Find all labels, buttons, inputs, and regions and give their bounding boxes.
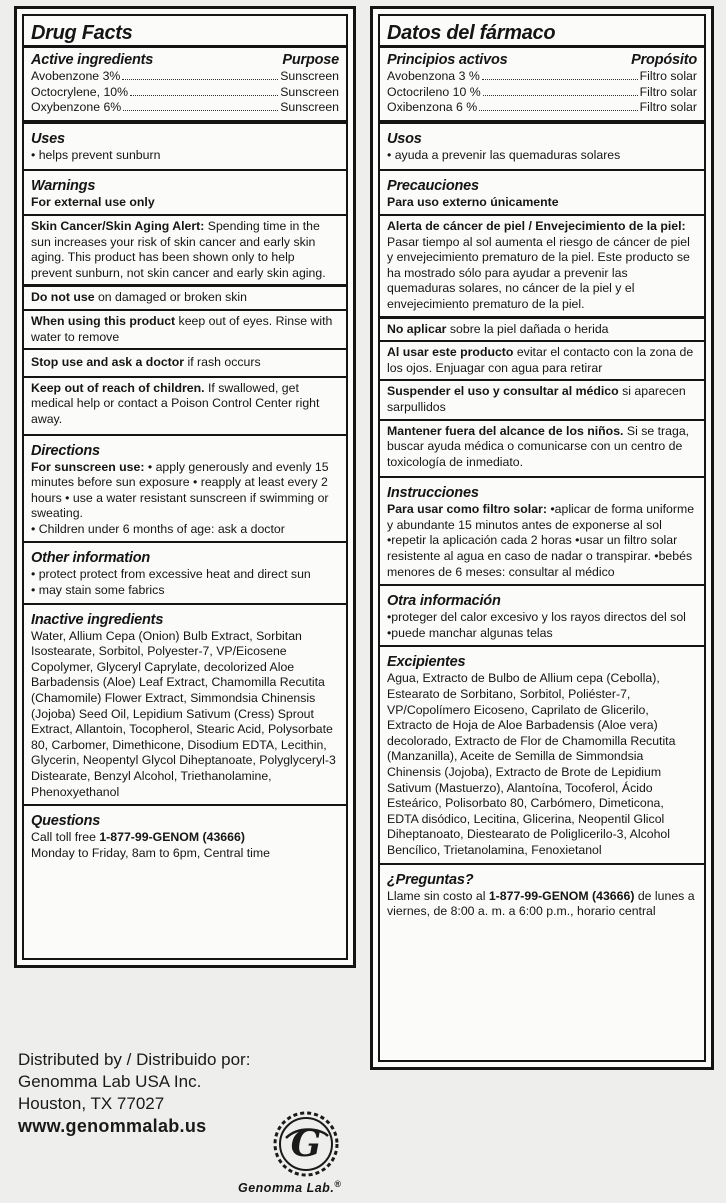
inactive-ingredients-text: Agua, Extracto de Bulbo de Allium cepa (Cebolla), Estearato de Sorbitano, Sorbitol, Poliéster-7, VP/Copolímero Eicoseno, Caprilato de Glicerilo, Extracto de Hoja de Aloe Barbadensis (Aloe vera) decolorado, Extracto de Flor de Chamomilla Recutita (Manzanilla), Aceite de Semilla de Simmondsia Chinensis (Jojoba), Extracto de Brote de Lepidium Sativum (Mastuerzo), Alantoína, Tocoferol, Ácido Esteárico, Polisorbato 80, Carbómero, Dimeticona, EDTA disódico, Lecitina, Glicerina, Neopentil Glicol Diheptanoato, Diestearato de Poliglicerilo-3, Alcohol Bencílico, Trietanolamina, Fenoxietanol bbox=[387, 671, 676, 857]
other-information-heading: Otra información bbox=[387, 593, 501, 610]
other-information-item: • protect protect from excessive heat and direct sun bbox=[31, 567, 311, 582]
uses-section bbox=[380, 124, 704, 172]
stop-use-text: if rash occurs bbox=[184, 355, 261, 370]
divider bbox=[380, 214, 704, 216]
directions-label: Para usar como filtro solar: bbox=[387, 502, 547, 517]
active-ingredient-name: Octocrileno 10 % bbox=[387, 84, 481, 99]
drug-facts-title: Datos del fármaco bbox=[387, 22, 556, 44]
skin-alert-text: Pasar tiempo al sol aumenta el riesgo de cáncer de piel y envejecimiento prematuro de la piel. Este producto se ha mostrado sólo para ayudar a prevenir las quemaduras solares, no cáncer de la piel y el envejecimiento prematuro de la piel. bbox=[387, 234, 690, 311]
dot-leader bbox=[130, 95, 278, 96]
stop-use bbox=[31, 353, 339, 373]
active-ingredients-section bbox=[24, 45, 346, 124]
external-use-text: For external use only bbox=[31, 195, 155, 210]
active-ingredient-purpose: Filtro solar bbox=[639, 69, 697, 83]
purpose-heading: Purpose bbox=[282, 52, 339, 68]
skin-alert-label: Skin Cancer/Skin Aging Alert: bbox=[31, 218, 205, 233]
when-using-label: Al usar este producto bbox=[387, 345, 514, 360]
directions-body: •aplicar de forma uniforme y abundante 15 minutos antes de exponerse al sol •repetir la aplicación cada 2 horas •usar un filtro solar resistente al agua en caso de nadar o transpirar. •bebés menores de 6 meses: consultar al médico bbox=[387, 502, 695, 579]
directions-section bbox=[24, 436, 346, 544]
do-not-use-label: No aplicar bbox=[387, 321, 447, 336]
divider bbox=[24, 348, 346, 350]
active-ingredient-row bbox=[387, 69, 697, 85]
directions-section bbox=[380, 478, 704, 586]
active-ingredients-heading: Active ingredients bbox=[31, 52, 154, 68]
when-using bbox=[387, 345, 697, 376]
divider bbox=[24, 309, 346, 311]
questions-prefix: Llame sin costo al bbox=[387, 888, 489, 903]
skin-alert-label: Alerta de cáncer de piel / Envejecimiento de la piel: bbox=[387, 218, 686, 233]
dot-leader bbox=[483, 95, 638, 96]
active-ingredient-name: Oxybenzone 6% bbox=[31, 100, 122, 115]
questions-section bbox=[380, 865, 704, 924]
keep-out-label: Keep out of reach of children. bbox=[31, 380, 205, 395]
do-not-use-text: on damaged or broken skin bbox=[94, 290, 247, 305]
stop-use bbox=[387, 384, 697, 415]
other-information-item: • may stain some fabrics bbox=[31, 583, 165, 598]
active-ingredient-name: Avobenzone 3% bbox=[31, 69, 121, 83]
active-ingredient-row bbox=[31, 69, 339, 85]
dot-leader bbox=[479, 110, 637, 111]
questions-text bbox=[31, 830, 339, 846]
divider bbox=[380, 340, 704, 342]
when-using-text: keep out of eyes. Rinse with water to remove bbox=[31, 313, 333, 344]
uses-text: • ayuda a prevenir las quemaduras solares bbox=[387, 147, 621, 162]
stop-use-label: Suspender el uso y consultar al médico bbox=[387, 384, 619, 399]
other-information-heading: Other information bbox=[31, 550, 151, 567]
active-ingredients-header bbox=[387, 51, 697, 69]
website-link[interactable]: www.genommalab.us bbox=[18, 1116, 207, 1136]
inactive-ingredients-heading: Excipientes bbox=[387, 654, 466, 671]
active-ingredient-row bbox=[387, 85, 697, 101]
uses-section bbox=[24, 124, 346, 172]
warnings-heading: Warnings bbox=[31, 178, 96, 195]
divider bbox=[24, 214, 346, 216]
directions-text bbox=[387, 502, 697, 580]
inactive-ingredients-heading: Inactive ingredients bbox=[31, 611, 164, 628]
active-ingredients-section bbox=[380, 45, 704, 124]
inactive-ingredients-section bbox=[380, 647, 704, 864]
logo-text bbox=[238, 1179, 341, 1195]
warnings-section bbox=[24, 171, 346, 435]
drug-facts-title-section bbox=[24, 16, 346, 45]
do-not-use bbox=[31, 290, 339, 306]
divider bbox=[380, 379, 704, 381]
skin-cancer-alert bbox=[31, 219, 339, 281]
questions-text bbox=[387, 889, 697, 920]
questions-hours: de lunes a viernes, de 8:00 a. m. a 6:00 p.m., horario central bbox=[387, 888, 695, 919]
purpose-heading: Propósito bbox=[631, 52, 697, 68]
drug-facts-panel-spanish bbox=[370, 6, 714, 1070]
distributed-by-label: Distributed by / Distribuido por: bbox=[18, 1050, 251, 1069]
directions-text bbox=[31, 460, 339, 522]
drug-facts-panel-english bbox=[14, 6, 356, 968]
directions-label: For sunscreen use: bbox=[31, 459, 145, 474]
other-information-text: •proteger del calor excesivo y los rayos directos del sol •puede manchar algunas telas bbox=[387, 610, 686, 640]
active-ingredient-name: Avobenzona 3 % bbox=[387, 69, 480, 83]
when-using bbox=[31, 314, 339, 345]
drug-facts-title-section bbox=[380, 16, 704, 45]
keep-out-of-reach bbox=[387, 424, 697, 473]
external-use-text: Para uso externo únicamente bbox=[387, 195, 559, 210]
registered-mark: ® bbox=[334, 1179, 342, 1189]
uses-text: • helps prevent sunburn bbox=[31, 147, 161, 162]
dot-leader bbox=[123, 110, 278, 111]
when-using-label: When using this product bbox=[31, 313, 176, 328]
divider bbox=[24, 284, 346, 287]
divider bbox=[380, 419, 704, 421]
active-ingredient-purpose: Sunscreen bbox=[280, 69, 339, 83]
keep-out-label: Mantener fuera del alcance de los niños. bbox=[387, 423, 624, 438]
drug-facts-box bbox=[22, 14, 348, 960]
active-ingredient-row bbox=[31, 100, 339, 116]
when-using-text: evitar el contacto con la zona de los ojos. Enjuagar con agua para retirar bbox=[387, 345, 694, 375]
directions-children: • Children under 6 months of age: ask a doctor bbox=[31, 521, 285, 536]
warnings-section bbox=[380, 171, 704, 478]
do-not-use-text: sobre la piel dañada o herida bbox=[446, 321, 609, 336]
phone-number: 1-877-99-GENOM (43666) bbox=[488, 888, 635, 903]
questions-heading: Questions bbox=[31, 813, 101, 830]
questions-section bbox=[24, 806, 346, 865]
questions-hours: Monday to Friday, 8am to 6pm, Central time bbox=[31, 845, 270, 860]
company-name: Genomma Lab USA Inc. bbox=[18, 1072, 202, 1091]
inactive-ingredients-text: Water, Allium Cepa (Onion) Bulb Extract, Sorbitan Isostearate, Sorbitol, Polyester-7, VP/Eicosene Copolymer, Glyceryl Caprylate, decolorized Aloe Barbadensis (Aloe) Leaf Extract, Chamomilla Recutita (Chamomile) Flower Extract, Simmondsia Chinensis (Jojoba) Seed Oil, Lepidium Sativum (Cress) Sprout Extract, Allantoin, Tocopherol, Stearic Acid, Polysorbate 80, Carbomer, Dimethicone, Disodium EDTA, Lecithin, Glycerin, Neopentyl Glycol Diheptanoate, Polyglyceryl-3 Distearate, Benzyl Alcohol, Triethanolamine, Phenoxyethanol bbox=[31, 628, 336, 799]
active-ingredient-name: Octocrylene, 10% bbox=[31, 84, 129, 99]
dot-leader bbox=[122, 79, 278, 80]
do-not-use bbox=[387, 322, 697, 338]
directions-body: • apply generously and evenly 15 minutes before sun exposure • reapply at least every 2 hours • use a water resistant sunscreen if swimming or sweating. bbox=[31, 459, 329, 521]
active-ingredients-header bbox=[31, 51, 339, 69]
active-ingredient-name: Oxibenzona 6 % bbox=[387, 100, 478, 115]
uses-heading: Usos bbox=[387, 130, 422, 147]
stop-use-text: si aparecen sarpullidos bbox=[387, 384, 686, 414]
keep-out-text: Si se traga, buscar ayuda médica o comunicarse con un centro de toxicología de inmediato. bbox=[387, 423, 690, 469]
keep-out-text: If swallowed, get medical help or contact a Poison Control Center right away. bbox=[31, 380, 320, 426]
directions-heading: Instrucciones bbox=[387, 485, 479, 502]
logo-name: Genomma Lab. bbox=[238, 1181, 335, 1196]
active-ingredient-row bbox=[31, 85, 339, 101]
active-ingredient-purpose: Filtro solar bbox=[639, 84, 697, 99]
active-ingredient-purpose: Sunscreen bbox=[280, 100, 339, 115]
drug-facts-title: Drug Facts bbox=[31, 22, 133, 44]
directions-heading: Directions bbox=[31, 442, 100, 459]
divider bbox=[24, 376, 346, 378]
phone-number: 1-877-99-GENOM (43666) bbox=[99, 830, 245, 845]
questions-heading: ¿Preguntas? bbox=[387, 871, 474, 888]
skin-cancer-alert bbox=[387, 219, 697, 313]
questions-prefix: Call toll free bbox=[31, 830, 100, 845]
stop-use-label: Stop use and ask a doctor bbox=[31, 355, 185, 370]
drug-facts-box bbox=[378, 14, 706, 1062]
logo-letter: G bbox=[290, 1123, 322, 1165]
skin-alert-text: Spending time in the sun increases your risk of skin cancer and early skin aging. This product has been shown only to help prevent sunburn, not skin cancer and early skin aging. bbox=[31, 218, 326, 280]
divider bbox=[380, 316, 704, 319]
company-address: Houston, TX 77027 bbox=[18, 1094, 165, 1113]
active-ingredient-purpose: Sunscreen bbox=[280, 84, 339, 99]
active-ingredients-heading: Principios activos bbox=[387, 52, 508, 68]
dot-leader bbox=[482, 79, 638, 80]
uses-heading: Uses bbox=[31, 130, 65, 147]
keep-out-of-reach bbox=[31, 381, 339, 430]
active-ingredient-row bbox=[387, 100, 697, 116]
other-information-section bbox=[24, 543, 346, 604]
warnings-heading: Precauciones bbox=[387, 178, 479, 195]
active-ingredient-purpose: Filtro solar bbox=[639, 100, 697, 115]
do-not-use-label: Do not use bbox=[31, 290, 95, 305]
genomma-lab-logo bbox=[228, 1108, 378, 1198]
other-information-section bbox=[380, 586, 704, 647]
inactive-ingredients-section bbox=[24, 605, 346, 807]
